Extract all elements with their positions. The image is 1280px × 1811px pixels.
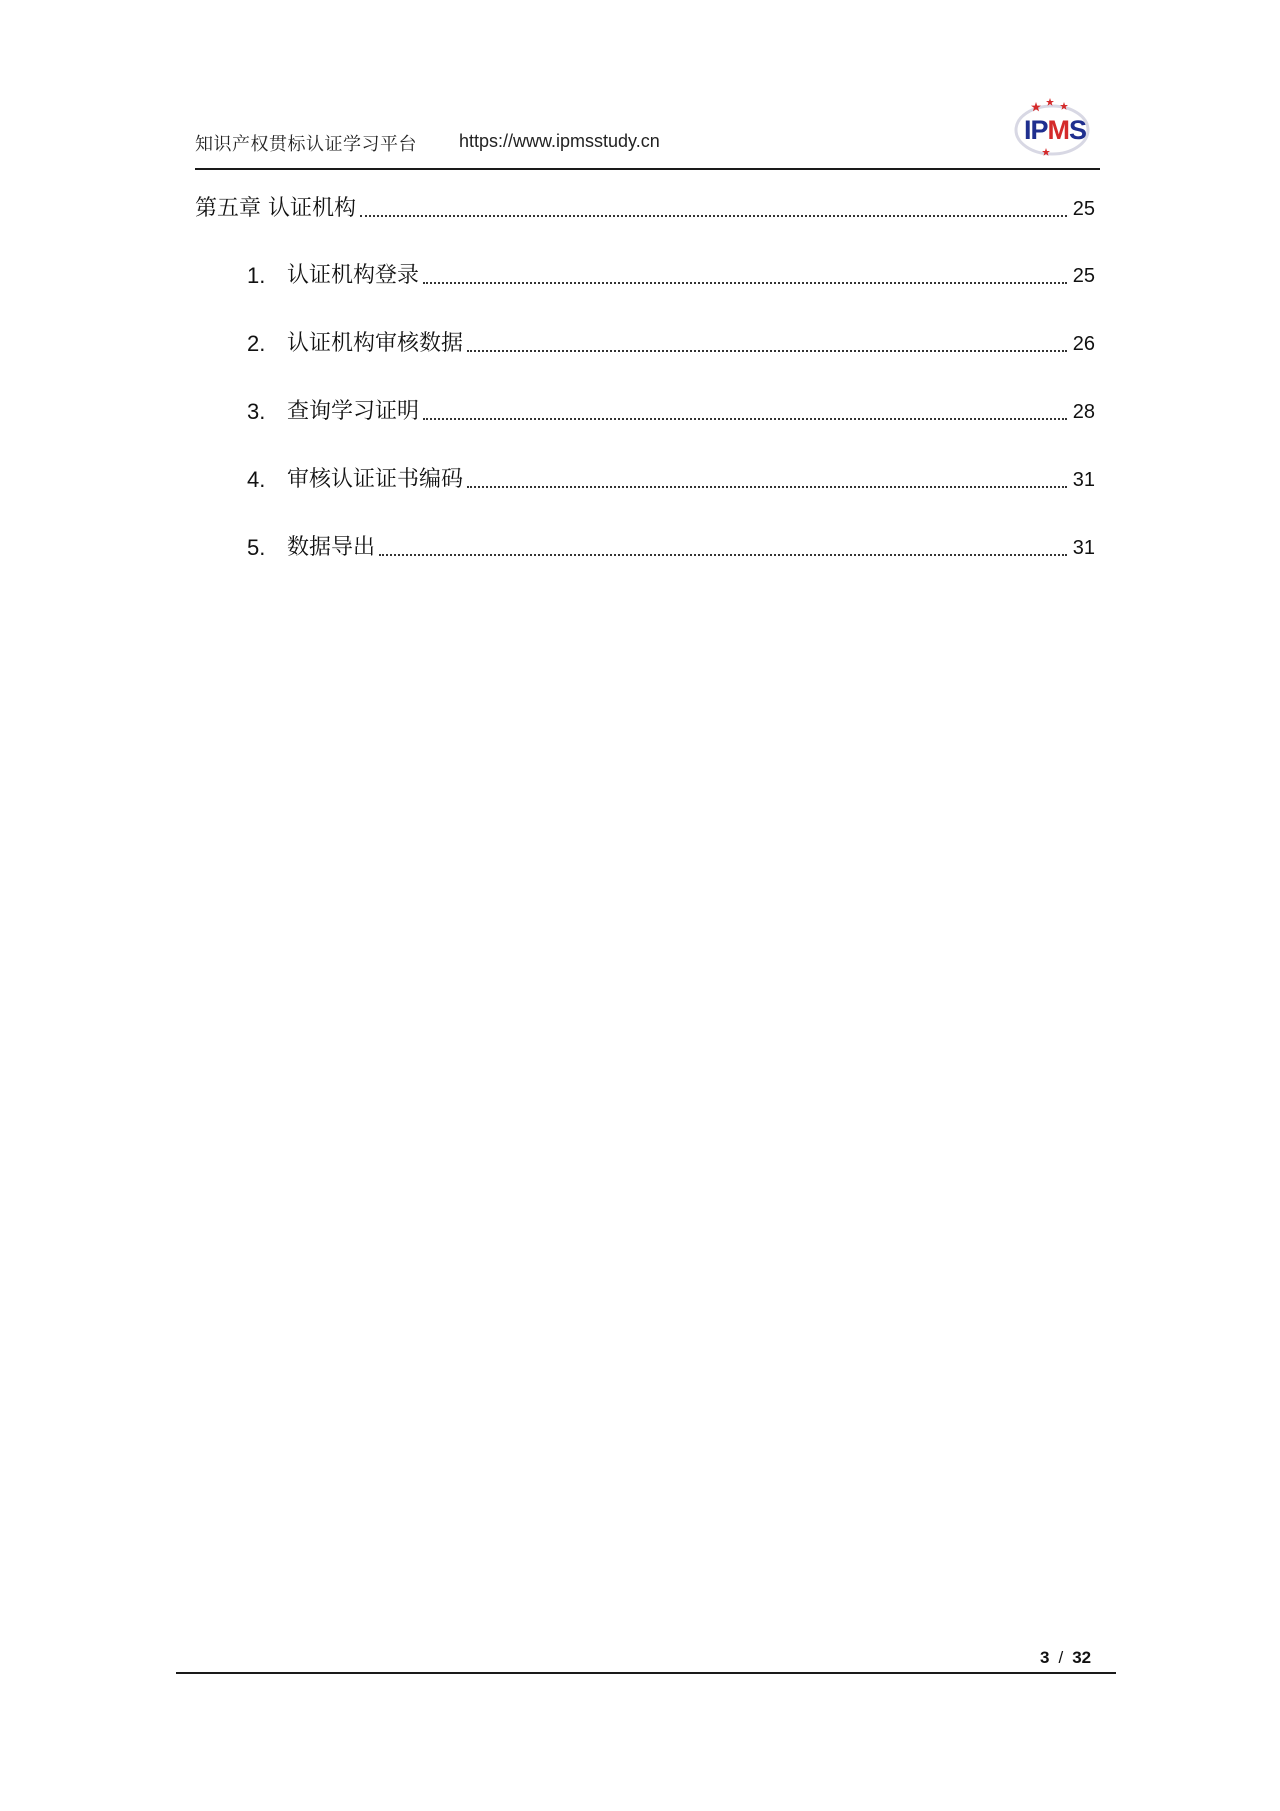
- toc-page-number: 31: [1072, 469, 1095, 491]
- toc-entry-title: 第五章 认证机构: [195, 196, 356, 221]
- toc-entry-text: [195, 329, 463, 359]
- toc-page-number: 25: [1072, 198, 1095, 220]
- toc-entry-title: 数据导出: [287, 535, 376, 560]
- toc-entry-text: [195, 194, 356, 224]
- toc-entry-5[interactable]: [195, 527, 1095, 563]
- toc-entry-text: [195, 465, 463, 495]
- toc-leader-dots: [423, 282, 1067, 284]
- toc-entry-number: 1.: [247, 263, 266, 288]
- toc-entry-3[interactable]: [195, 391, 1095, 427]
- toc-entry-number: 5.: [247, 535, 266, 560]
- header-url[interactable]: https://www.ipmsstudy.cn: [459, 131, 660, 151]
- total-pages: 32: [1072, 1648, 1092, 1667]
- toc-entry-4[interactable]: [195, 459, 1095, 495]
- toc-entry-number: 3.: [247, 399, 266, 424]
- svg-text:IPMS: IPMS: [1024, 115, 1087, 145]
- toc-leader-dots: [467, 350, 1067, 352]
- toc-entry-number: 2.: [247, 331, 266, 356]
- ipms-logo-graphic: [1002, 96, 1100, 160]
- toc-entry-1[interactable]: [195, 255, 1095, 291]
- toc-leader-dots: [379, 554, 1067, 556]
- toc-entry-title: 审核认证证书编码: [287, 467, 464, 492]
- toc-page-number: 25: [1072, 265, 1095, 287]
- toc-page-number: 26: [1072, 333, 1095, 355]
- page-counter: [1040, 1648, 1091, 1668]
- header-divider: [195, 168, 1100, 170]
- toc-entry-text: [195, 533, 375, 563]
- toc-entry-title: 查询学习证明: [287, 399, 420, 424]
- toc-entry-2[interactable]: [195, 323, 1095, 359]
- toc-entry-text: [195, 261, 419, 291]
- toc-entry-number: 4.: [247, 467, 266, 492]
- toc-entry-chapter-5[interactable]: [195, 188, 1095, 224]
- toc-leader-dots: [423, 418, 1067, 420]
- toc-entry-title: 认证机构登录: [287, 263, 420, 288]
- page-header: [195, 96, 1100, 168]
- toc-entry-title: 认证机构审核数据: [287, 331, 464, 356]
- toc-page-number: 31: [1072, 537, 1095, 559]
- toc-entry-text: [195, 397, 419, 427]
- footer-divider: [176, 1672, 1116, 1674]
- toc-page-number: 28: [1072, 401, 1095, 423]
- toc-leader-dots: [360, 215, 1067, 217]
- current-page: 3: [1040, 1648, 1050, 1667]
- toc-leader-dots: [467, 486, 1067, 488]
- header-title: 知识产权贯标认证学习平台: [195, 134, 417, 155]
- page-separator: /: [1058, 1648, 1064, 1667]
- ipms-logo: [1002, 96, 1100, 160]
